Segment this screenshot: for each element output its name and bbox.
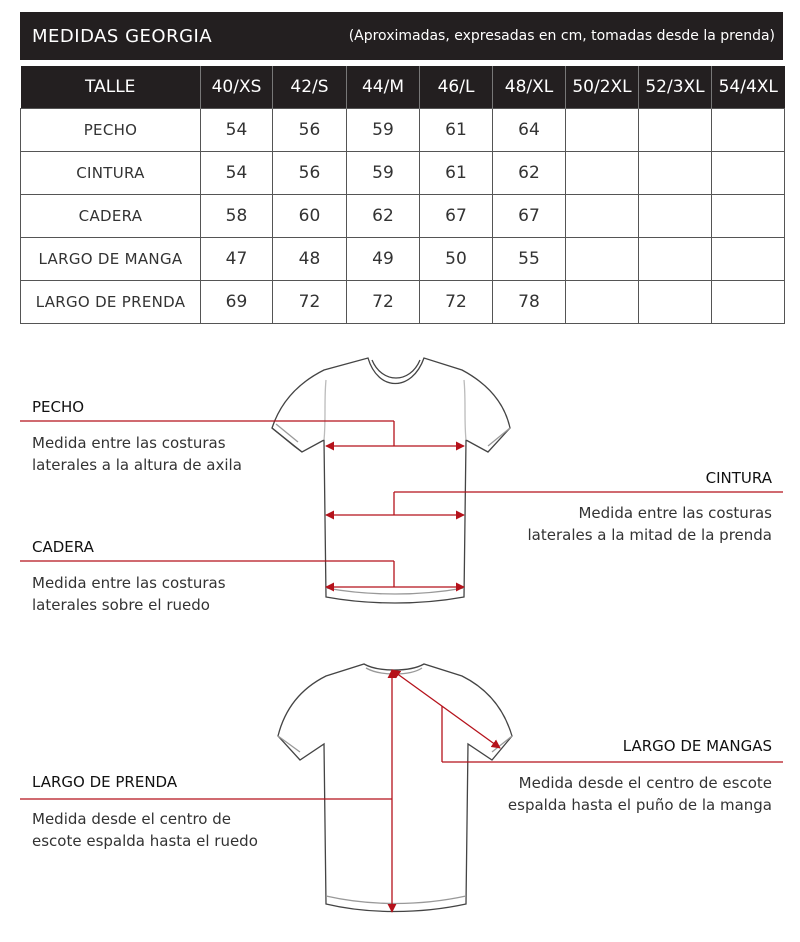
table-cell: 59 [347,152,420,195]
table-cell: 54 [201,109,273,152]
pecho-description-line2: laterales a la altura de axila [32,456,242,474]
column-header-size: 46/L [420,66,493,109]
table-cell: 56 [273,109,347,152]
table-cell: 61 [420,109,493,152]
largo-prenda-title: LARGO DE PRENDA [32,773,178,791]
cintura-description-line2: laterales a la mitad de la prenda [527,526,772,544]
cadera-description-line2: laterales sobre el ruedo [32,596,210,614]
page-subtitle: (Aproximadas, expresadas en cm, tomadas desde la prenda) [348,28,775,44]
table-cell: 64 [493,109,566,152]
table-cell: 72 [420,281,493,324]
cadera-description-line1: Medida entre las costuras [32,574,226,592]
largo-prenda-description-line1: Medida desde el centro de [32,810,231,828]
table-cell: 62 [347,195,420,238]
table-cell: 60 [273,195,347,238]
table-cell: 56 [273,152,347,195]
column-header-size: 48/XL [493,66,566,109]
table-cell: 48 [273,238,347,281]
column-header-size: 42/S [273,66,347,109]
table-cell: 72 [273,281,347,324]
pecho-description-line1: Medida entre las costuras [32,434,226,452]
table-cell: 78 [493,281,566,324]
column-header-size: 52/3XL [639,66,712,109]
table-cell: 59 [347,109,420,152]
largo-prenda-description-line2: escote espalda hasta el ruedo [32,832,258,850]
table-cell: 69 [201,281,273,324]
row-label: PECHO [21,109,201,152]
column-header-size: 44/M [347,66,420,109]
row-label: CINTURA [21,152,201,195]
column-header-size: 50/2XL [566,66,639,109]
cintura-title: CINTURA [705,469,772,487]
row-label: CADERA [21,195,201,238]
table-cell: 55 [493,238,566,281]
pecho-title: PECHO [32,398,85,416]
largo-mangas-title: LARGO DE MANGAS [622,737,772,755]
tshirt-back-illustration [278,664,512,912]
table-cell: 72 [347,281,420,324]
largo-mangas-description-line1: Medida desde el centro de escote [518,774,772,792]
column-header-talle: TALLE [21,66,201,109]
row-label: LARGO DE PRENDA [21,281,201,324]
table-cell: 47 [201,238,273,281]
row-label: LARGO DE MANGA [21,238,201,281]
tshirt-front-illustration [272,358,510,603]
cintura-description-line1: Medida entre las costuras [578,504,772,522]
table-cell: 61 [420,152,493,195]
table-cell: 49 [347,238,420,281]
largo-mangas-description-line2: espalda hasta el puño de la manga [507,796,772,814]
page-title: MEDIDAS GEORGIA [32,25,213,47]
table-cell: 62 [493,152,566,195]
table-cell: 58 [201,195,273,238]
table-cell: 54 [201,152,273,195]
column-header-size: 54/4XL [712,66,785,109]
column-header-size: 40/XS [201,66,273,109]
cadera-title: CADERA [32,538,94,556]
table-cell: 67 [420,195,493,238]
table-cell: 50 [420,238,493,281]
table-cell: 67 [493,195,566,238]
